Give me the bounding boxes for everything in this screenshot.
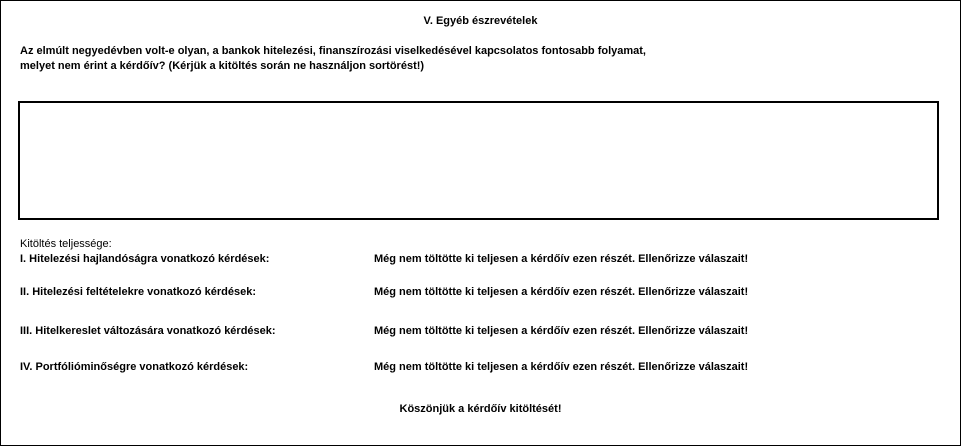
observations-textarea[interactable] (18, 101, 939, 220)
row-status-lending-willingness: Még nem töltötte ki teljesen a kérdőív ezen részét. Ellenőrizze válaszait! (374, 253, 749, 265)
thank-you-text: Köszönjük a kérdőív kitöltését! (399, 403, 562, 415)
question-text (20, 44, 920, 74)
question-line-1: Az elmúlt negyedévben volt-e olyan, a bankok hitelezési, finanszírozási viselkedésével kapcsolatos fontosabb folyamat, (20, 45, 646, 57)
row-status-portfolio-quality: Még nem töltötte ki teljesen a kérdőív ezen részét. Ellenőrizze válaszait! (374, 361, 749, 373)
row-label-lending-conditions: II. Hitelezési feltételekre vonatkozó kérdések: (20, 286, 256, 298)
row-status-credit-demand: Még nem töltötte ki teljesen a kérdőív ezen részét. Ellenőrizze válaszait! (374, 325, 749, 337)
completeness-label: Kitöltés teljessége: (20, 238, 112, 250)
row-label-portfolio-quality: IV. Portfólióminőségre vonatkozó kérdések: (20, 361, 249, 373)
row-status-lending-conditions: Még nem töltötte ki teljesen a kérdőív ezen részét. Ellenőrizze válaszait! (374, 286, 749, 298)
section-title: V. Egyéb észrevételek (423, 15, 538, 27)
row-label-credit-demand: III. Hitelkereslet változására vonatkozó kérdések: (20, 325, 276, 337)
question-line-2: melyet nem érint a kérdőív? (Kérjük a kitöltés során ne használjon sortörést!) (20, 60, 425, 72)
row-label-lending-willingness: I. Hitelezési hajlandóságra vonatkozó kérdések: (20, 253, 270, 265)
